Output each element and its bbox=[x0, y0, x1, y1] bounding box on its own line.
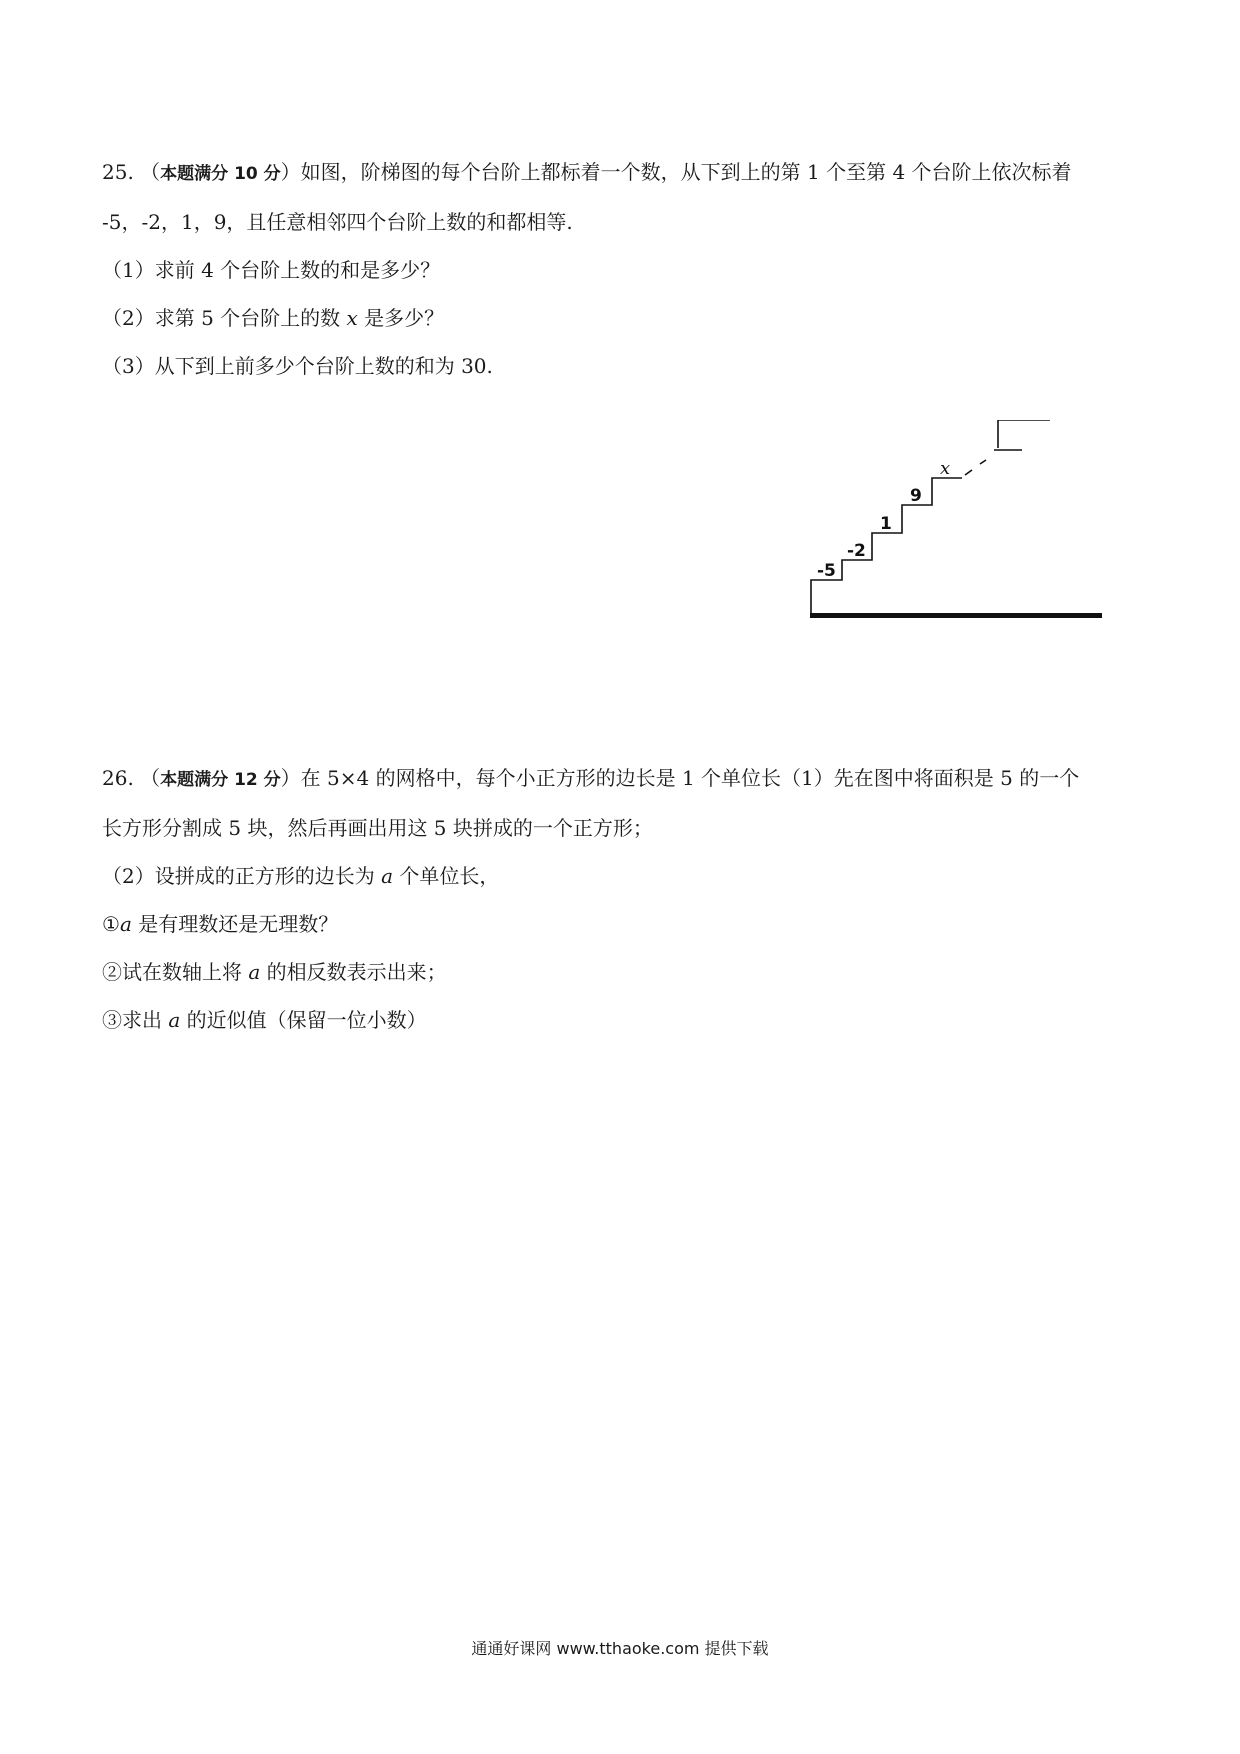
staircase-top-step bbox=[998, 420, 1050, 448]
q26-item3-text-a: ③求出 bbox=[102, 1008, 169, 1032]
page-footer: 通通好课网 www.tthaoke.com 提供下载 bbox=[471, 1639, 769, 1658]
step-label-5: x bbox=[940, 458, 951, 479]
q25-sub2-text-a: （2）求第 5 个台阶上的数 bbox=[102, 306, 347, 330]
q25-sub2-var: x bbox=[346, 306, 358, 330]
q26-item2 bbox=[102, 958, 447, 986]
q26-intro bbox=[102, 764, 1079, 794]
staircase-dot-1 bbox=[965, 470, 972, 475]
q25-sub1: （1）求前 4 个台阶上数的和是多少？ bbox=[102, 258, 441, 282]
q26-line2: 长方形分割成 5 块，然后再画出用这 5 块拼成的一个正方形； bbox=[102, 816, 653, 840]
q25-sub3: （3）从下到上前多少个台阶上数的和为 30. bbox=[102, 354, 493, 378]
q26-item2-text-a: ②试在数轴上将 bbox=[102, 960, 249, 984]
q26-intro-text: ）在 5×4 的网格中，每个小正方形的边长是 1 个单位长（1）先在图中将面积是 5 的一个 bbox=[280, 766, 1080, 790]
staircase-outline bbox=[811, 478, 962, 615]
q25-intro-text: ）如图，阶梯图的每个台阶上都标着一个数，从下到上的第 1 个至第 4 个台阶上依次标着 bbox=[280, 160, 1072, 184]
q26-item2-text-b: 的相反数表示出来； bbox=[260, 960, 447, 984]
q26-item1 bbox=[102, 910, 338, 938]
staircase-dot-2 bbox=[980, 460, 986, 464]
q26-item3-text-b: 的近似值（保留一位小数） bbox=[180, 1008, 427, 1032]
q26-item1-text-b: 是有理数还是无理数？ bbox=[131, 912, 339, 936]
step-label-1: -5 bbox=[817, 561, 836, 581]
q26-sub2-text-b: 个单位长， bbox=[393, 864, 500, 888]
staircase-steps bbox=[811, 420, 1050, 615]
q26-sub2-var: a bbox=[381, 864, 394, 888]
q25-sub2 bbox=[102, 304, 444, 332]
q26-item3 bbox=[102, 1006, 427, 1034]
q25-line2: -5，-2，1，9，且任意相邻四个台阶上数的和都相等. bbox=[102, 210, 573, 234]
staircase-figure bbox=[810, 420, 1120, 620]
q25-number: 25. bbox=[102, 160, 134, 184]
q26-sub2 bbox=[102, 862, 499, 890]
q26-item2-var: a bbox=[248, 960, 261, 984]
step-label-4: 9 bbox=[910, 486, 922, 506]
q26-item3-var: a bbox=[168, 1008, 181, 1032]
q26-number: 26. bbox=[102, 766, 134, 790]
q26-score-tag: 本题满分 12 分 bbox=[160, 770, 281, 790]
step-label-2: -2 bbox=[847, 541, 866, 561]
q25-intro bbox=[102, 158, 1072, 188]
q25-sub2-text-b: 是多少？ bbox=[357, 306, 445, 330]
q26-paren-open: （ bbox=[140, 766, 161, 790]
q26-sub2-text-a: （2）设拼成的正方形的边长为 bbox=[102, 864, 382, 888]
q25-paren-open: （ bbox=[140, 160, 161, 184]
q25-score-tag: 本题满分 10 分 bbox=[160, 164, 281, 184]
step-label-3: 1 bbox=[880, 514, 892, 534]
q26-item1-var: a bbox=[119, 912, 132, 936]
q26-item1-text-a: ① bbox=[102, 912, 120, 936]
staircase-ground bbox=[810, 613, 1102, 618]
